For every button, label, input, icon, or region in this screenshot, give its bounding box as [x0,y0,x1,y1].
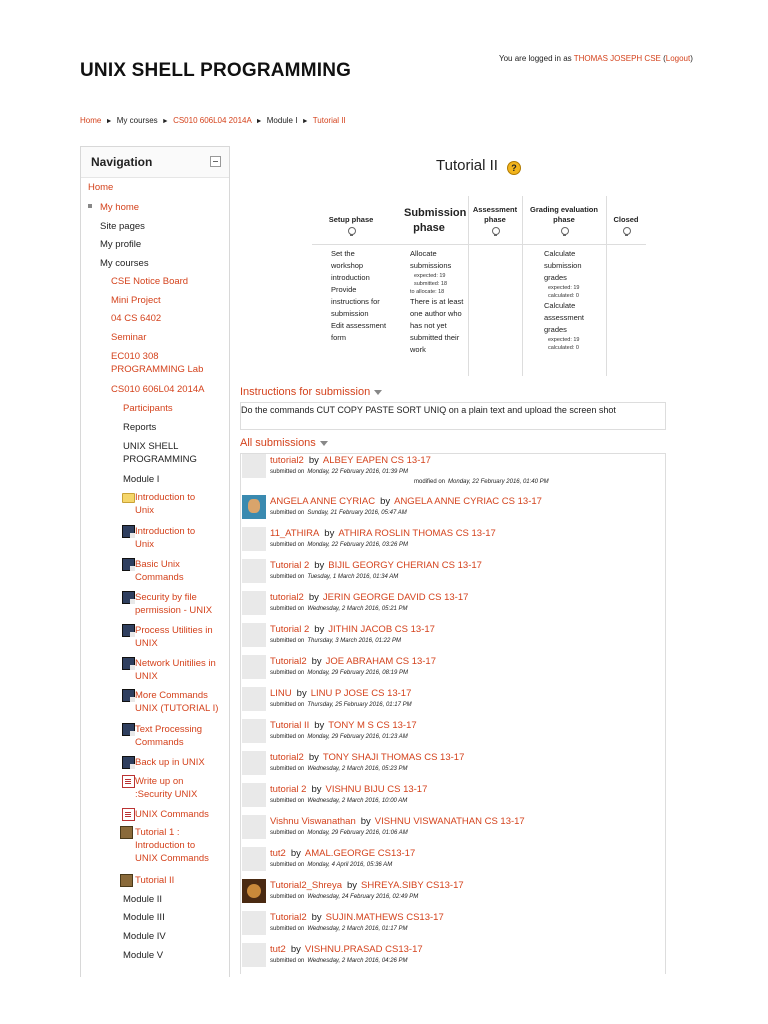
nav-section-title[interactable]: UNIX SHELL PROGRAMMING [123,441,197,465]
task-set-workshop-intro[interactable]: Set the workshop introduction [331,249,370,282]
author-link[interactable]: VISHNU.PRASAD CS13-17 [304,944,423,955]
phase-name: Setup phase [328,215,374,224]
phase-name: Assessment phase [472,205,518,224]
help-icon[interactable]: ? [507,161,521,175]
author-link[interactable]: ATHIRA ROSLIN THOMAS CS 13-17 [338,528,496,539]
submitted-date: Tuesday, 1 March 2016, 01:34 AM [307,574,399,580]
avatar[interactable] [242,527,266,551]
breadcrumb-home[interactable]: Home [80,116,102,125]
submitted-on-label: submitted on [270,469,305,475]
submitted-on-label: submitted on [270,862,305,868]
submitted-date: Monday, 29 February 2016, 01:23 AM [307,734,408,740]
submitted-date: Sunday, 21 February 2016, 05:47 AM [307,510,407,516]
phase-assessment [468,196,523,376]
avatar[interactable] [242,911,266,935]
nav-module-3[interactable]: Module III [123,912,165,923]
breadcrumb-module: Module I [266,116,298,125]
bullet-icon [88,204,92,208]
submission-title-link[interactable]: tutorial2 [270,752,304,763]
nav-activity-introduction-to-unix-folder[interactable]: Introduction to Unix [135,492,196,516]
submission-row [241,527,665,559]
submitted-date: Monday, 22 February 2016, 03:26 PM [307,542,408,548]
submitted-on-label: submitted on [270,926,305,932]
submitted-date: Thursday, 25 February 2016, 01:17 PM [307,702,412,708]
chevron-down-icon[interactable] [374,390,382,395]
nav-home[interactable]: Home [88,182,114,193]
phase-name: Closed [613,215,639,224]
nav-my-profile[interactable]: My profile [100,239,142,250]
workshop-icon [120,874,133,887]
submitted-on-line [270,766,408,772]
submitted-on-label: submitted on [270,670,305,676]
submitted-date: Wednesday, 2 March 2016, 10:00 AM [307,798,408,804]
submitted-date: Monday, 29 February 2016, 01:06 AM [307,830,408,836]
by-label: by [380,496,391,507]
author-link[interactable]: AMAL.GEORGE CS13-17 [304,848,416,859]
nav-site-pages[interactable]: Site pages [100,221,145,232]
phase-grading-evaluation [522,196,607,376]
nav-course-cse-notice-board[interactable]: CSE Notice Board [111,276,189,287]
submitted-on-line [270,958,408,964]
submission-title-link[interactable]: tut2 [270,848,286,859]
workshop-phase-planner [312,196,646,376]
submission-title-line [270,455,431,466]
submitted-date: Monday, 29 February 2016, 08:19 PM [307,670,408,676]
submission-title-link[interactable]: Tutorial2 [270,656,307,667]
submission-title-line [270,688,411,699]
submission-title-line [270,912,444,923]
phase-header [522,196,606,245]
submission-row [241,943,665,975]
submission-title-link[interactable]: Tutorial2_Shreya [270,880,342,891]
avatar[interactable] [242,655,266,679]
avatar[interactable] [242,719,266,743]
document-icon [122,657,135,670]
avatar[interactable] [242,847,266,871]
nav-course-ec010-308[interactable]: EC010 308 PROGRAMMING Lab [111,351,204,375]
breadcrumb-separator: ► [301,118,309,125]
by-label: by [308,455,319,466]
submission-title-line [270,496,542,507]
submission-title-line [270,592,468,603]
phase-header [390,196,468,245]
phase-tasks [331,248,387,344]
submission-row [241,847,665,879]
submission-title-link[interactable]: Vishnu Viswanathan [270,816,356,827]
instructions-title: Instructions for submission [240,386,371,398]
task-edit-assessment-form[interactable]: Edit assessment form [331,321,387,342]
nav-course-mini-project[interactable]: Mini Project [111,295,161,306]
phase-submission [390,196,469,376]
submission-title-line [270,816,525,827]
submitted-on-line [270,798,407,804]
submitted-on-line [270,574,398,580]
submission-row [241,815,665,847]
nav-activity-network-utilities[interactable]: Network Unitilies in UNIX [135,658,216,682]
submission-title-link[interactable]: 11_ATHIRA [270,528,320,539]
activity-title: Tutorial II [436,157,498,174]
breadcrumb-separator: ► [255,118,263,125]
submission-title-link[interactable]: ANGELA ANNE CYRIAC [270,496,376,507]
submitted-on-label: submitted on [270,734,305,740]
submitted-on-label: submitted on [270,542,305,548]
submission-title-link[interactable]: tutorial 2 [270,784,307,795]
submission-row [241,687,665,719]
submission-title-link[interactable]: Tutorial 2 [270,624,310,635]
submitted-on-line [270,926,408,932]
author-link[interactable]: ANGELA ANNE CYRIAC CS 13-17 [394,496,542,507]
by-label: by [311,656,322,667]
avatar[interactable] [242,687,266,711]
breadcrumb-separator: ► [161,118,169,125]
phase-header [468,196,522,245]
author-link[interactable]: VISHNU BIJU CS 13-17 [325,784,428,795]
modified-date: Monday, 22 February 2016, 01:40 PM [448,479,549,485]
submission-title-line [270,752,464,763]
nav-activity-security-by-file-permission[interactable]: Security by file permission - UNIX [135,592,213,616]
submission-row [241,623,665,655]
submitted-on-line [270,638,401,644]
stat-submitted: submitted: 18 [414,281,448,287]
submission-title-line [270,848,415,859]
avatar[interactable] [242,495,266,519]
submitted-on-line [270,830,408,836]
avatar[interactable] [242,454,266,478]
breadcrumb-my-courses: My courses [116,116,158,125]
submission-title-line [270,784,427,795]
submissions-heading[interactable] [240,437,328,449]
document-icon [122,591,135,604]
submitted-on-label: submitted on [270,958,305,964]
submitted-on-line [270,510,407,516]
submitted-on-label: submitted on [270,830,305,836]
by-label: by [308,592,319,603]
submitted-on-label: submitted on [270,638,305,644]
submission-title-link[interactable]: Tutorial2 [270,912,307,923]
instructions-heading[interactable] [240,386,382,398]
breadcrumb-separator: ► [105,118,113,125]
nav-reports[interactable]: Reports [123,422,157,433]
submitted-date: Wednesday, 2 March 2016, 05:21 PM [307,606,408,612]
author-link[interactable]: TONY SHAJI THOMAS CS 13-17 [322,752,465,763]
submitted-on-label: submitted on [270,766,305,772]
submission-title-line [270,528,496,539]
navigation-header [81,147,229,178]
avatar[interactable] [242,751,266,775]
author-link[interactable]: ALBEY EAPEN CS 13-17 [322,455,431,466]
breadcrumb [80,116,346,125]
task-calculate-assessment-grades[interactable]: Calculate assessment grades [544,301,585,334]
submitted-on-line [270,894,418,900]
user-profile-link[interactable]: THOMAS JOSEPH CSE [573,54,661,63]
phase-closed [606,196,646,376]
avatar[interactable] [242,879,266,903]
submitted-on-line [270,469,408,475]
breadcrumb-current[interactable]: Tutorial II [312,116,346,125]
submission-title-link[interactable]: tutorial2 [270,455,304,466]
document-icon [122,756,135,769]
task-authors-not-submitted: There is at least one author who has not yet submitted their work [410,297,464,354]
submitted-date: Wednesday, 2 March 2016, 04:26 PM [307,958,408,964]
chevron-down-icon[interactable] [320,441,328,446]
submission-title-link[interactable]: Tutorial 2 [270,560,310,571]
page-title: UNIX SHELL PROGRAMMING [80,60,352,81]
nav-activity-introduction-to-unix[interactable]: Introduction to Unix [135,526,196,550]
submission-title-link[interactable]: Tutorial II [270,720,310,731]
submitted-date: Monday, 4 April 2016, 05:36 AM [307,862,393,868]
stat-expected: expected: 19 [548,285,580,291]
document-icon [122,558,135,571]
nav-activity-basic-unix-commands[interactable]: Basic Unix Commands [135,559,184,583]
submission-title-line [270,944,423,955]
logout-link[interactable]: Logout [665,54,691,63]
nav-activity-process-utilities[interactable]: Process Utilities in UNIX [135,625,213,649]
author-link[interactable]: TONY M S CS 13-17 [328,720,417,731]
avatar[interactable] [242,591,266,615]
submitted-on-line [270,702,412,708]
submitted-on-line [270,606,408,612]
stat-calculated: calculated: 0 [548,293,579,299]
submitted-on-line [270,542,408,548]
submission-row [241,719,665,751]
submitted-on-line [270,734,408,740]
folder-icon [122,493,135,503]
submitted-on-label: submitted on [270,510,305,516]
stat-to-allocate: to allocate: 18 [410,289,445,295]
task-calculate-submission-grades[interactable]: Calculate submission grades [544,249,582,282]
submitted-date: Monday, 22 February 2016, 01:39 PM [307,469,408,475]
lightbulb-icon[interactable] [622,227,630,236]
submitted-on-label: submitted on [270,574,305,580]
by-label: by [311,912,322,923]
submission-row [241,911,665,943]
submission-title-line [270,624,435,635]
nav-activity-text-processing[interactable]: Text Processing Commands [135,724,203,748]
submission-title-line [270,656,436,667]
author-link[interactable]: LINU P JOSE CS 13-17 [310,688,412,699]
submission-title-link[interactable]: LINU [270,688,292,699]
nav-activity-tutorial-2[interactable]: Tutorial II [135,875,175,886]
by-label: by [314,560,325,571]
breadcrumb-course[interactable]: CS010 606L04 2014A [173,116,252,125]
login-prefix: You are logged in as [499,54,574,63]
submitted-on-label: submitted on [270,702,305,708]
nav-course-04cs6402[interactable]: 04 CS 6402 [111,313,162,324]
submission-row [241,559,665,591]
by-label: by [308,752,319,763]
navigation-title: Navigation [91,155,153,169]
submission-title-line [270,560,482,571]
stat-expected: expected: 19 [548,337,580,343]
submission-title-link[interactable]: tut2 [270,944,286,955]
nav-module-5[interactable]: Module V [123,950,164,961]
nav-activity-tutorial-1[interactable]: Tutorial 1 : Introduction to UNIX Commands [135,827,209,864]
document-icon [122,689,135,702]
login-info: You are logged in as THOMAS JOSEPH CSE (Logout) [499,54,693,63]
phase-tasks [544,248,600,352]
by-label: by [311,784,322,795]
instructions-content [240,402,666,430]
by-label: by [296,688,307,699]
author-link[interactable]: JITHIN JACOB CS 13-17 [328,624,435,635]
task-allocate-submissions[interactable]: Allocate submissions [410,249,452,270]
submission-row [241,591,665,623]
avatar[interactable] [242,943,266,967]
submission-row [241,783,665,815]
nav-module-1[interactable]: Module I [123,474,160,485]
nav-activity-write-up-security[interactable]: Write up on :Security UNIX [135,776,198,800]
nav-my-courses[interactable]: My courses [100,258,149,269]
pdf-icon [122,808,135,821]
submissions-list [240,453,666,974]
submission-title-line [270,880,464,891]
phase-header [606,196,646,245]
collapse-icon[interactable] [210,156,221,167]
lightbulb-icon[interactable] [560,227,568,236]
submissions-title: All submissions [240,437,316,449]
submission-row [241,655,665,687]
phase-tasks [410,248,466,356]
submitted-on-label: submitted on [270,894,305,900]
avatar[interactable] [242,559,266,583]
document-icon [122,624,135,637]
by-label: by [314,720,325,731]
avatar[interactable] [242,623,266,647]
by-label: by [290,848,301,859]
nav-activity-unix-commands[interactable]: UNIX Commands [135,809,209,820]
nav-my-home[interactable]: My home [100,202,140,213]
submitted-date: Wednesday, 2 March 2016, 05:23 PM [307,766,408,772]
lightbulb-icon[interactable] [491,227,499,236]
avatar[interactable] [242,815,266,839]
by-label: by [314,624,325,635]
by-label: by [290,944,301,955]
nav-course-seminar[interactable]: Seminar [111,332,147,343]
workshop-icon [120,826,133,839]
lightbulb-icon[interactable] [347,227,355,236]
author-link[interactable]: VISHNU VISWANATHAN CS 13-17 [374,816,525,827]
phase-setup [312,196,391,376]
document-icon [122,525,135,538]
submission-title-line [270,720,417,731]
submitted-on-line [270,670,408,676]
document-icon [122,723,135,736]
nav-module-4[interactable]: Module IV [123,931,166,942]
nav-participants[interactable]: Participants [123,403,173,414]
avatar[interactable] [242,783,266,807]
submitted-on-label: submitted on [270,606,305,612]
pdf-icon [122,775,135,788]
author-link[interactable]: JERIN GEORGE DAVID CS 13-17 [322,592,469,603]
phase-name: Grading evaluation phase [530,205,598,224]
phase-header [312,196,390,245]
stat-calculated: calculated: 0 [548,345,579,351]
submission-title-link[interactable]: tutorial2 [270,592,304,603]
phase-name: Submission phase [404,207,467,234]
submission-row [241,454,665,486]
author-link[interactable]: JOE ABRAHAM CS 13-17 [325,656,437,667]
author-link[interactable]: SHREYA.SIBY CS13-17 [361,880,464,891]
by-label: by [347,880,358,891]
submitted-on-label: submitted on [270,798,305,804]
submission-row [241,879,665,911]
stat-expected: expected: 19 [414,273,446,279]
nav-activity-back-up[interactable]: Back up in UNIX [135,757,205,768]
author-link[interactable]: SUJIN.MATHEWS CS13-17 [325,912,444,923]
modified-on-line [414,479,549,485]
submitted-on-line [270,862,392,868]
submitted-date: Wednesday, 24 February 2016, 02:49 PM [307,894,419,900]
submitted-date: Thursday, 3 March 2016, 01:22 PM [307,638,401,644]
nav-course-cs010-606l04[interactable]: CS010 606L04 2014A [111,384,205,395]
submission-row [241,495,665,527]
modified-on-label: modified on [414,479,446,485]
task-provide-instructions[interactable]: Provide instructions for submission [331,285,380,318]
nav-module-2[interactable]: Module II [123,894,163,905]
by-label: by [324,528,335,539]
nav-activity-more-commands[interactable]: More Commands UNIX (TUTORIAL I) [135,690,219,714]
author-link[interactable]: BIJIL GEORGY CHERIAN CS 13-17 [328,560,482,571]
submission-row [241,751,665,783]
by-label: by [360,816,371,827]
submitted-date: Wednesday, 2 March 2016, 01:17 PM [307,926,408,932]
instructions-text: Do the commands CUT COPY PASTE SORT UNIQ on a plain text and upload the screen shot [241,405,616,415]
